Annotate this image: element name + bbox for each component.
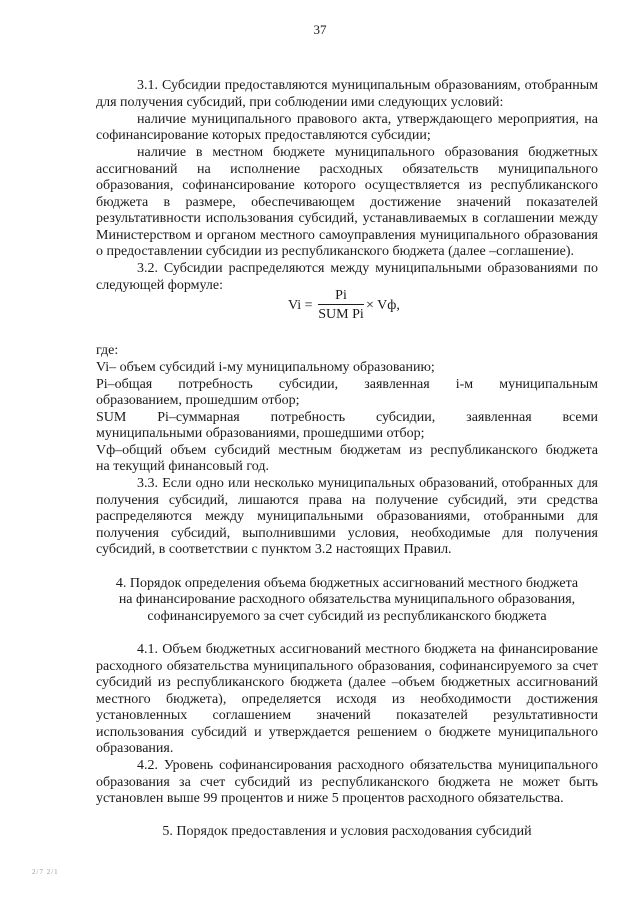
- paragraph-3-3-line: получения субсидий, выполнившими условия, необходимые для получения: [96, 526, 598, 541]
- definition-pi-line: Pi–общая потребность субсидии, заявленная i-м муниципальным: [96, 377, 598, 392]
- definition-pi-line: образованием, прошедшим отбор;: [96, 393, 300, 408]
- paragraph-4-1-line: образования.: [96, 741, 174, 756]
- page-number: 37: [313, 22, 327, 37]
- footer-stamp: 2/7 2/1: [32, 868, 59, 876]
- paragraph-4-2-line: образования за счет субсидий из республиканского бюджета не может быть: [96, 775, 598, 790]
- section-4-heading-line: на финансирование расходного обязательства муниципального образования,: [118, 592, 576, 607]
- formula-denominator: SUM Pi: [318, 307, 364, 322]
- section-4-heading-line: софинансируемого за счет субсидий из республиканского бюджета: [147, 609, 547, 624]
- paragraph-4-1-line: 4.1. Объем бюджетных ассигнований местного бюджета на финансирование: [137, 642, 598, 657]
- formula-numerator: Pi: [318, 287, 364, 305]
- definition-vf-line: на текущий финансовый год.: [96, 459, 270, 474]
- condition-1-line: софинансирование которых предоставляются субсидии;: [96, 128, 431, 143]
- paragraph-3-2-line: следующей формуле:: [96, 278, 223, 293]
- paragraph-3-3-line: 3.3. Если одно или несколько муниципальных образований, отобранных для: [137, 476, 598, 491]
- definition-sum-line: SUM Pi–суммарная потребность субсидии, заявленная всеми: [96, 410, 598, 425]
- definition-vf-line: Vф–общий объем субсидий местным бюджетам из республиканского бюджета: [96, 443, 598, 458]
- paragraph-4-2-line: 4.2. Уровень софинансирования расходного обязательства муниципального: [137, 758, 598, 773]
- condition-2-line: Министерством и органом местного самоуправления муниципального образования: [96, 228, 598, 243]
- paragraph-4-1-line: установленных соглашением значений показателей результативности: [96, 708, 598, 723]
- paragraph-3-1-line: для получения субсидий, при соблюдении ими следующих условий:: [96, 95, 504, 110]
- formula-fraction: [318, 287, 364, 322]
- definition-sum-line: муниципальными образованиями, прошедшими отбор;: [96, 426, 425, 441]
- paragraph-3-3-line: субсидий, в соответствии с пунктом 3.2 настоящих Правил.: [96, 542, 452, 557]
- paragraph-4-2-line: установлен выше 99 процентов и ниже 5 процентов расходного обязательства.: [96, 791, 564, 806]
- definitions-intro: где:: [96, 343, 119, 358]
- condition-2-line: наличие в местном бюджете муниципального образования бюджетных: [137, 145, 598, 160]
- paragraph-4-1-line: местного бюджета), определяется исходя из необходимости достижения: [96, 692, 598, 707]
- paragraph-3-3-line: получения субсидий, лишаются права на получение субсидий, эти средства: [96, 493, 598, 508]
- paragraph-3-3-line: распределяются между муниципальными образованиями, отобранными для: [96, 509, 598, 524]
- section-5-heading: 5. Порядок предоставления и условия расходования субсидий: [162, 824, 532, 839]
- condition-1-line: наличие муниципального правового акта, утверждающего мероприятия, на: [137, 112, 598, 127]
- paragraph-4-1-line: расходного обязательства муниципального образования, софинансируемого за счет: [96, 659, 598, 674]
- paragraph-3-1-line: 3.1. Субсидии предоставляются муниципальным образованиям, отобранным: [137, 78, 598, 93]
- condition-2-line: о предоставлении субсидии из республиканского бюджета (далее –соглашение).: [96, 244, 574, 259]
- section-4-heading-line: 4. Порядок определения объема бюджетных ассигнований местного бюджета: [115, 576, 579, 591]
- formula-rhs: × Vф,: [366, 298, 400, 313]
- condition-2-line: бюджета в размере, обеспечивающем достижение значений показателей: [96, 195, 598, 210]
- definition-vi: Vi– объем субсидий i-му муниципальному образованию;: [96, 360, 435, 375]
- paragraph-4-1-line: субсидий из республиканского бюджета (далее –объем бюджетных ассигнований: [96, 675, 598, 690]
- paragraph-4-1-line: использования субсидий и утверждается решением о бюджете муниципального: [96, 725, 598, 740]
- condition-2-line: результативности использования субсидий, устанавливаемых в соглашении между: [96, 211, 598, 226]
- condition-2-line: образования, софинансирование которого осуществляется из республиканского: [96, 178, 598, 193]
- formula-lhs: Vi =: [288, 298, 313, 313]
- condition-2-line: ассигнований на исполнение расходных обязательств муниципального: [96, 162, 598, 177]
- paragraph-3-2-line: 3.2. Субсидии распределяются между муниципальными образованиями по: [137, 261, 598, 276]
